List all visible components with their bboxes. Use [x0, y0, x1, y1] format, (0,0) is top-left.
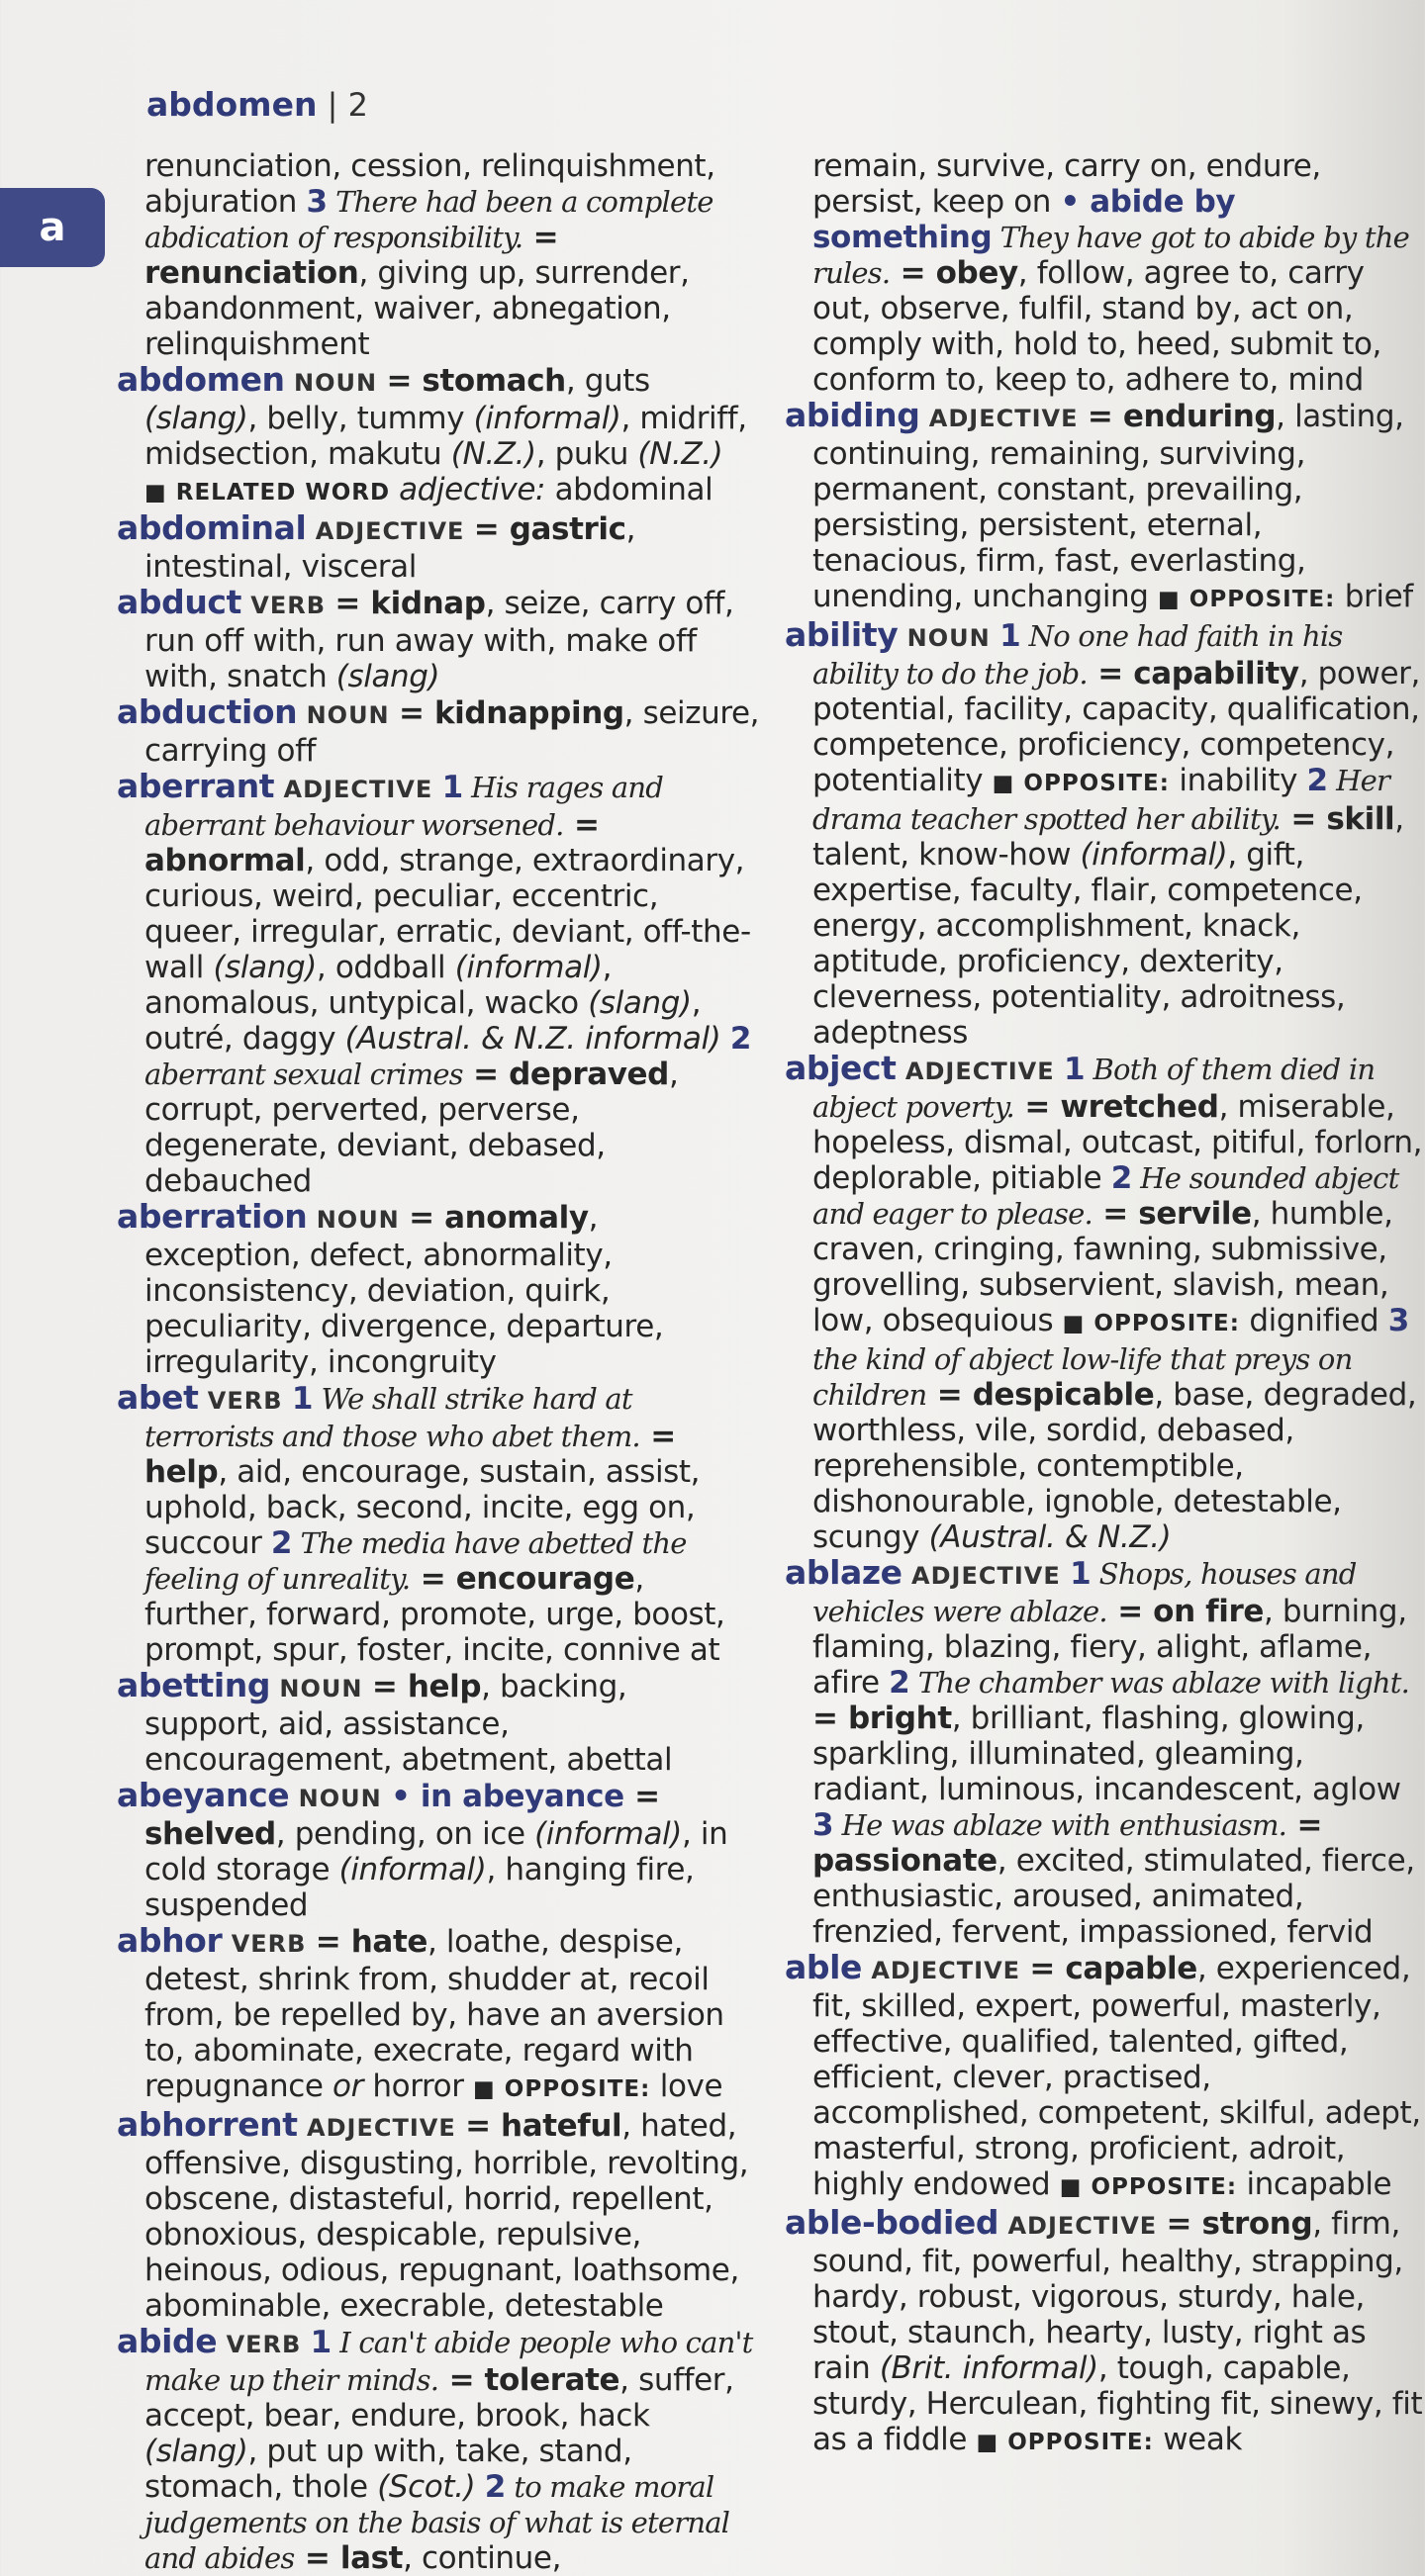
equals-sign: = — [1286, 1807, 1323, 1843]
part-of-speech: ADJECTIVE — [274, 776, 442, 803]
synonym-list: , talent, know-how — [812, 801, 1404, 873]
equals-sign: = — [294, 2540, 340, 2576]
part-of-speech: VERB — [222, 1930, 316, 1958]
synonym-list: , suffer, accept, bear, endure, brook, hack — [144, 2362, 734, 2434]
equals-sign: = — [1280, 801, 1327, 837]
opposite-label: ■ OPPOSITE: — [1062, 1311, 1240, 1336]
key-synonym: depraved — [509, 1057, 669, 1092]
synonym-list: , oddball — [316, 950, 455, 985]
synonym-list: , excited, stimulated, fierce, enthusiastic, aroused, animated, frenzied, fervent, impassioned, fervid — [812, 1843, 1415, 1950]
dictionary-entry — [785, 2205, 1423, 2460]
synonym-list: abdominal — [545, 472, 713, 507]
part-of-speech: VERB — [198, 1387, 292, 1415]
headword: aberration — [117, 1197, 308, 1236]
key-synonym: skill — [1326, 801, 1395, 837]
key-synonym: tolerate — [484, 2362, 620, 2398]
key-synonym: encourage — [455, 1561, 635, 1597]
synonym-list: , burning, flaming, blazing, fiery, alight, aflame, afire — [812, 1594, 1407, 1701]
phrase: • abide by something — [812, 184, 1236, 255]
right-column — [785, 148, 1423, 2460]
sense-number: 2 — [484, 2469, 506, 2505]
dictionary-entry — [117, 2107, 760, 2324]
key-synonym: hateful — [501, 2108, 622, 2144]
synonym-list: weak — [1153, 2422, 1242, 2457]
usage-label: (Brit. informal) — [879, 2350, 1098, 2386]
dictionary-entry — [117, 1668, 760, 1778]
headword: abetting — [117, 1666, 271, 1704]
example-sentence: to make moral judgements on the basis of what is eternal and abides — [144, 2470, 730, 2575]
part-of-speech: ADJECTIVE — [919, 405, 1088, 432]
key-synonym: kidnap — [370, 586, 486, 621]
dictionary-entry — [117, 2324, 760, 2576]
sense-number: 1 — [291, 1381, 314, 1417]
example-sentence: the kind of abject low-life that preys on children — [812, 1342, 1353, 1412]
equals-sign: = — [465, 2108, 502, 2144]
phrase: • in abeyance — [391, 1779, 624, 1814]
headword: ability — [785, 615, 899, 654]
example-sentence: He was ablaze with enthusiasm. — [833, 1808, 1287, 1842]
running-head-separator: | — [317, 86, 348, 124]
part-of-speech: ADJECTIVE — [998, 2212, 1167, 2240]
synonym-list: , loathe, despise, detest, shrink from, shudder at, recoil from, be repelled by, have an aversion to, abominate, execrate, regard with repugnance — [144, 1924, 724, 2104]
synonym-list: , seizure, carrying off — [144, 695, 760, 769]
headword: aberrant — [117, 767, 275, 805]
synonym-list: , seize, carry off, run off with, run away with, make off with, snatch — [144, 586, 734, 694]
example-sentence: There had been a complete abdication of responsibility. — [144, 185, 713, 254]
headword: able-bodied — [785, 2203, 999, 2242]
running-head-word: abdomen — [146, 85, 318, 124]
equals-sign: = — [438, 2362, 485, 2398]
synonym-list: , continue, — [403, 2540, 562, 2576]
usage-label: (slang) — [144, 2434, 248, 2469]
sense-number: 1 — [1070, 1556, 1092, 1592]
entry-continuation — [785, 148, 1423, 398]
sense-number: 1 — [1063, 1052, 1086, 1087]
synonym-list: remain, survive, carry on, endure, persist, keep on — [812, 148, 1321, 220]
synonym-list: , puku — [535, 436, 638, 472]
part-of-speech: NOUN — [284, 369, 387, 397]
left-column — [117, 148, 760, 2576]
headword: ablaze — [785, 1553, 902, 1592]
equals-sign: = — [371, 1669, 408, 1704]
synonym-list: , lasting, continuing, remaining, surviving, permanent, constant, prevailing, persisting, persistent, eternal, tenacious, firm, fast, everlasting, unending, unchanging — [812, 399, 1404, 614]
part-of-speech: NOUN — [270, 1675, 372, 1702]
synonym-list: brief — [1335, 579, 1413, 614]
synonym-list: , backing, support, aid, assistance, encouragement, abetment, abettal — [144, 1669, 673, 1778]
synonym-list: inability — [1169, 763, 1307, 798]
part-of-speech: NOUN — [289, 1785, 392, 1812]
sense-number: 2 — [1306, 763, 1328, 798]
key-synonym: capable — [1065, 1951, 1197, 1986]
equals-sign: = — [623, 1779, 660, 1814]
headword: abdomen — [117, 360, 285, 399]
synonym-list: , anomalous, untypical, wacko — [144, 950, 613, 1021]
synonym-list — [720, 1021, 729, 1057]
synonym-list: , odd, strange, extraordinary, curious, weird, peculiar, eccentric, queer, irregular, erratic, deviant, off-the-wall — [144, 843, 751, 985]
example-sentence: The chamber was ablaze with light. — [909, 1666, 1410, 1700]
synonym-list: , guts — [565, 363, 650, 399]
key-synonym: capability — [1133, 656, 1299, 691]
key-synonym: kidnapping — [433, 695, 624, 731]
dictionary-entry — [785, 1051, 1423, 1555]
equals-sign: = — [812, 1701, 848, 1736]
example-sentence: We shall strike hard at terrorists and those who abet them. — [144, 1382, 640, 1453]
equals-sign: = — [386, 363, 423, 399]
synonym-list: , put up with, take, stand, stomach, thole — [144, 2434, 632, 2505]
synonym-list: , exception, defect, abnormality, inconsistency, deviation, quirk, peculiarity, divergence, departure, irregularity, incongruity — [144, 1200, 664, 1380]
example-sentence: No one had faith in his ability to do the job. — [812, 619, 1343, 690]
usage-label: (slang) — [144, 401, 248, 436]
synonym-list: , hated, offensive, disgusting, horrible, revolting, obscene, distasteful, horrid, repellent, obnoxious, despicable, repulsive, heinous, odious, repugnant, loathsome, abominable, execrable, detestable — [144, 2108, 749, 2324]
key-synonym: servile — [1138, 1196, 1252, 1232]
dictionary-entry — [117, 1923, 760, 2107]
entry-continuation — [117, 472, 760, 510]
synonym-list: , firm, sound, fit, powerful, healthy, strapping, hardy, robust, vigorous, sturdy, hale, stout, staunch, hearty, lusty, right as rain — [812, 2206, 1403, 2386]
example-sentence: Shops, houses and vehicles were ablaze. — [812, 1557, 1357, 1628]
synonym-list: renunciation, cession, relinquishment, abjuration — [144, 148, 715, 220]
usage-label: or — [332, 2069, 363, 2104]
synonym-list: , follow, agree to, carry out, observe, fulfil, stand by, act on, comply with, hold to, heed, submit to, conform to, keep to, adhere to, mind — [812, 255, 1382, 398]
headword: abhorrent — [117, 2105, 298, 2144]
key-synonym: on fire — [1153, 1594, 1264, 1629]
opposite-label: ■ OPPOSITE: — [1158, 587, 1336, 612]
sense-number: 2 — [889, 1665, 910, 1701]
synonym-list: , hanging fire, suspended — [144, 1852, 695, 1923]
page-number: 2 — [347, 86, 368, 124]
headword: abdominal — [117, 508, 307, 547]
key-synonym: help — [407, 1669, 482, 1704]
sense-number: 2 — [1110, 1160, 1132, 1196]
dictionary-entry — [117, 1380, 760, 1668]
usage-label: (Austral. & N.Z.) — [928, 1519, 1172, 1555]
sense-number: 1 — [441, 770, 463, 805]
key-synonym: stomach — [422, 363, 566, 399]
equals-sign: = — [1106, 1594, 1154, 1629]
key-synonym: despicable — [972, 1377, 1155, 1413]
synonym-list: , brilliant, flashing, glowing, sparkling, illuminated, gleaming, radiant, luminous, incandescent, aglow — [812, 1701, 1401, 1807]
equals-sign: = — [926, 1377, 973, 1413]
opposite-label: ■ OPPOSITE: — [473, 2076, 651, 2102]
synonym-list: , outré, daggy — [144, 985, 702, 1057]
key-synonym: last — [339, 2540, 404, 2576]
equals-sign: = — [639, 1419, 676, 1454]
equals-sign: = — [473, 511, 510, 547]
usage-label: adjective: — [399, 472, 546, 507]
sense-number: 3 — [812, 1807, 834, 1843]
key-synonym: help — [144, 1454, 219, 1490]
key-synonym: obey — [935, 255, 1018, 291]
part-of-speech: VERB — [240, 592, 335, 619]
example-sentence: Her drama teacher spotted her ability. — [812, 764, 1390, 836]
usage-label: (slang) — [213, 950, 317, 985]
dictionary-entry — [117, 362, 760, 472]
dictionary-entry — [785, 398, 1423, 617]
headword: able — [785, 1948, 862, 1986]
dictionary-entry — [785, 1555, 1423, 1950]
key-synonym: wretched — [1060, 1089, 1219, 1125]
synonym-list: , intestinal, visceral — [144, 511, 636, 585]
key-synonym: abnormal — [144, 843, 306, 878]
equals-sign: = — [1029, 1951, 1066, 1986]
synonym-list: , power, potential, facility, capacity, qualification, competence, proficiency, competency, potentiality — [812, 656, 1420, 798]
part-of-speech: NOUN — [297, 701, 399, 729]
synonym-list: , gift, expertise, faculty, flair, competence, energy, accomplishment, knack, aptitude, proficiency, dexterity, cleverness, potentiality, adroitness, adeptness — [812, 837, 1363, 1051]
dictionary-entry — [117, 694, 760, 769]
synonym-list: , further, forward, promote, urge, boost, prompt, spur, foster, incite, connive at — [144, 1561, 725, 1668]
synonym-list: , humble, craven, cringing, fawning, submissive, grovelling, subservient, slavish, mean, low, obsequious — [812, 1196, 1393, 1338]
dictionary-entry — [117, 585, 760, 694]
usage-label: (informal) — [534, 1816, 682, 1852]
key-synonym: anomaly — [444, 1200, 589, 1236]
opposite-label: ■ OPPOSITE: — [992, 771, 1170, 796]
opposite-label: ■ OPPOSITE: — [1059, 2174, 1238, 2200]
key-synonym: shelved — [144, 1816, 276, 1852]
equals-sign: = — [1013, 1089, 1061, 1125]
key-synonym: gastric — [509, 511, 626, 547]
usage-label: (informal) — [338, 1852, 487, 1887]
usage-label: (informal) — [1080, 837, 1228, 873]
usage-label: (Scot.) — [377, 2469, 476, 2505]
example-sentence: He sounded abject and eager to please. — [812, 1161, 1399, 1231]
synonym-list: , belly, tummy — [247, 401, 474, 436]
usage-label: (slang) — [335, 659, 440, 694]
example-sentence: I can't abide people who can't make up their minds. — [144, 2326, 753, 2397]
part-of-speech: ADJECTIVE — [297, 2114, 466, 2142]
example-sentence: The media have abetted the feeling of unreality. — [144, 1526, 687, 1596]
usage-label: (informal) — [473, 401, 621, 436]
synonym-list: , miserable, hopeless, dismal, outcast, pitiful, forlorn, deplorable, pitiable — [812, 1089, 1423, 1196]
entry-continuation — [117, 148, 760, 362]
example-sentence: They have got to abide by the rules. — [812, 221, 1409, 290]
synonym-list: incapable — [1237, 2166, 1392, 2202]
synonym-list — [475, 2469, 484, 2505]
headword: abject — [785, 1049, 897, 1087]
example-sentence: Both of them died in abject poverty. — [812, 1053, 1376, 1124]
synonym-list: , in cold storage — [144, 1816, 728, 1887]
key-synonym: bright — [847, 1701, 952, 1736]
synonym-list: , experienced, fit, skilled, expert, powerful, masterly, effective, qualified, talented, gifted, efficient, clever, practised, accomplished, competent, skilful, adept, masterful, strong, proficient, adroit, highly endowed — [812, 1951, 1421, 2202]
sense-number: 3 — [306, 184, 328, 220]
usage-label: (informal) — [454, 950, 603, 985]
synonym-list: , corrupt, perverted, perverse, degenerate, deviant, debased, debauched — [144, 1057, 679, 1199]
part-of-speech: ADJECTIVE — [306, 517, 474, 545]
example-sentence: His rages and aberrant behaviour worsened. — [144, 771, 663, 842]
synonym-list: , pending, on ice — [275, 1816, 535, 1852]
headword: abeyance — [117, 1776, 290, 1814]
dictionary-entry — [117, 769, 760, 1199]
equals-sign: = — [409, 1200, 445, 1236]
key-synonym: strong — [1201, 2206, 1313, 2242]
equals-sign: = — [315, 1924, 351, 1960]
sense-number: 2 — [729, 1021, 752, 1057]
part-of-speech: VERB — [217, 2331, 311, 2358]
dictionary-entry — [785, 1950, 1423, 2205]
sense-number: 2 — [270, 1525, 293, 1561]
headword: abduct — [117, 583, 241, 621]
synonym-list: dignified — [1239, 1303, 1388, 1338]
sense-number: 3 — [1387, 1303, 1409, 1338]
dictionary-entry — [117, 1778, 760, 1923]
usage-label: (Austral. & N.Z. informal) — [344, 1021, 721, 1057]
key-synonym: hate — [350, 1924, 428, 1960]
usage-label: (N.Z.) — [450, 436, 536, 472]
key-synonym: renunciation — [144, 255, 359, 291]
equals-sign: = — [1166, 2206, 1202, 2242]
dictionary-entry — [785, 617, 1423, 1051]
part-of-speech: ADJECTIVE — [896, 1058, 1064, 1085]
headword: abduction — [117, 692, 298, 731]
key-synonym: passionate — [812, 1843, 998, 1879]
sense-number: 1 — [999, 618, 1021, 654]
headword: abhor — [117, 1921, 223, 1960]
part-of-speech: ADJECTIVE — [902, 1562, 1071, 1590]
synonym-list: , aid, encourage, sustain, assist, uphold, back, second, incite, egg on, succour — [144, 1454, 701, 1561]
running-head — [146, 83, 368, 127]
sense-number: 1 — [310, 2325, 332, 2360]
equals-sign: = — [522, 220, 559, 255]
equals-sign: = — [462, 1057, 510, 1092]
letter-thumb-tab: a — [0, 188, 105, 267]
equals-sign: = — [1087, 399, 1123, 434]
part-of-speech: ADJECTIVE — [861, 1957, 1030, 1984]
headword: abide — [117, 2322, 218, 2360]
equals-sign: = — [890, 255, 936, 291]
usage-label: (N.Z.) — [637, 436, 723, 472]
equals-sign: = — [1092, 1196, 1139, 1232]
synonym-list: horror — [362, 2069, 474, 2104]
usage-label: (slang) — [588, 985, 692, 1021]
part-of-speech: NOUN — [307, 1206, 410, 1234]
equals-sign: = — [1087, 656, 1134, 691]
example-sentence: aberrant sexual crimes — [144, 1058, 463, 1091]
synonym-list: love — [650, 2069, 723, 2104]
synonym-list: , tough, capable, sturdy, Herculean, fighting fit, sinewy, fit as a fiddle — [812, 2350, 1423, 2457]
equals-sign: = — [334, 586, 371, 621]
part-of-speech: NOUN — [898, 624, 1000, 652]
synonym-list: , giving up, surrender, abandonment, waiver, abnegation, relinquishment — [144, 255, 690, 362]
headword: abiding — [785, 396, 920, 434]
equals-sign: = — [399, 695, 434, 731]
synonym-list: , base, degraded, worthless, vile, sordid, debased, reprehensible, contemptible, dishonourable, ignoble, detestable, scungy — [812, 1377, 1417, 1555]
equals-sign: = — [410, 1561, 456, 1597]
opposite-label: ■ RELATED WORD — [144, 480, 400, 506]
synonym-list: , midriff, midsection, makutu — [144, 401, 747, 472]
dictionary-entry — [117, 1199, 760, 1380]
key-synonym: enduring — [1122, 399, 1277, 434]
headword: abet — [117, 1378, 199, 1417]
opposite-label: ■ OPPOSITE: — [976, 2430, 1154, 2455]
equals-sign: = — [563, 807, 600, 843]
dictionary-entry — [117, 510, 760, 585]
